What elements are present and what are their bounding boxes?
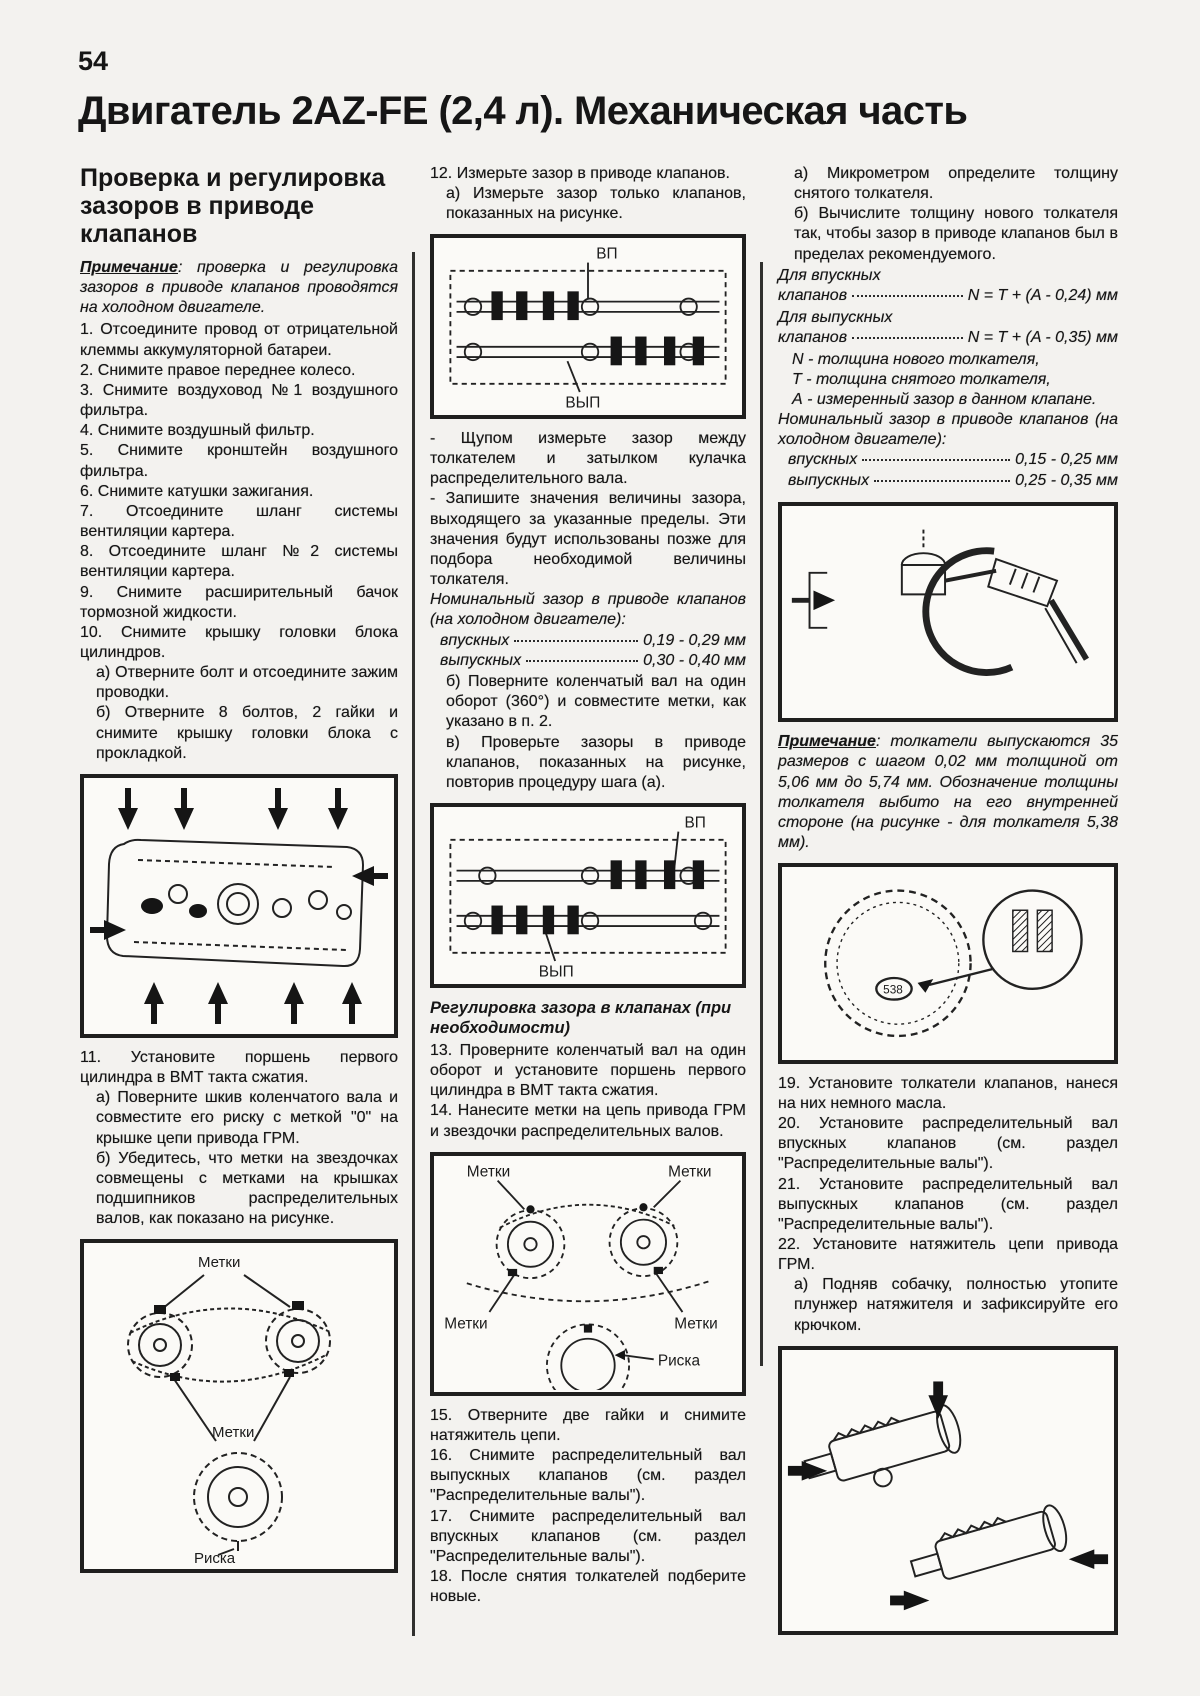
direction-arrow-icons: [788, 1381, 1108, 1610]
step-4: 4. Снимите воздушный фильтр.: [80, 422, 315, 440]
dot-leader: [852, 337, 963, 339]
figure-label-marks: Метки: [668, 1163, 712, 1181]
adjust-heading: Регулировка зазора в клапанах (при необходимости): [430, 998, 732, 1038]
step-12: 12. Измерьте зазор в приводе клапанов.: [430, 165, 730, 182]
valve-cover-drawing: [86, 780, 392, 1032]
step-21: 21. Установите распределительный вал выпускных клапанов (см. раздел "Распределительные валы").: [778, 1175, 1118, 1233]
step-18: 18. После снятия толкателей подберите новые.: [430, 1568, 746, 1606]
dot-leader: [874, 480, 1010, 482]
step-a-micrometer: а) Микрометром определите толщину снятого толкателя.: [794, 165, 1118, 203]
spec-label: выпускных: [440, 652, 522, 670]
spec-intake: [778, 450, 1118, 471]
figure-valve-cover: [80, 774, 398, 1038]
figure-chain-tensioner: [778, 1346, 1118, 1635]
dot-leader: [526, 660, 638, 662]
figure-label-marks-top: Метки: [198, 1254, 241, 1272]
spec-value: 0,19 - 0,29 мм: [643, 631, 746, 649]
step-22: 22. Установите натяжитель цепи привода ГРМ.: [778, 1235, 1118, 1274]
step-b-calculate: б) Вычислите толщину нового толкателя так, чтобы зазор в приводе клапанов был в пределах рекомендуемого.: [794, 205, 1118, 263]
spec-heading: Номинальный зазор в приводе клапанов (на холодном двигателе):: [778, 411, 1118, 449]
step-16: 16. Снимите распределительный вал выпускных клапанов (см. раздел "Распределительные валы").: [430, 1447, 746, 1505]
step-10: 10. Снимите крышку головки блока цилиндров.: [80, 623, 398, 661]
figure-label-tappet-mark: 538: [883, 983, 903, 997]
step-9: 9. Снимите расширительный бачок тормозной жидкости.: [80, 583, 398, 621]
measure-instruction-2: - Запишите значения величины зазора, выходящего за указанные пределы. Эти значения будут использованы позже для подбора необходимой величины толкателя.: [430, 490, 746, 589]
valve-layout-drawing-2: [436, 809, 740, 982]
step-20: 20. Установите распределительный вал впускных клапанов (см. раздел "Распределительные валы").: [778, 1115, 1118, 1173]
definition-t: Т - толщина снятого толкателя,: [792, 370, 1051, 388]
note-label: Примечание: [80, 259, 178, 276]
column-divider-left: [412, 252, 415, 1636]
note-label: Примечание: [778, 733, 876, 751]
step-2: 2. Снимите правое переднее колесо.: [80, 361, 356, 379]
formula-spec: [778, 328, 1118, 349]
step-12a: а) Измерьте зазор только клапанов, показанных на рисунке.: [446, 185, 746, 223]
figure-label-marks: Метки: [444, 1315, 488, 1333]
figure-label-marks-bottom: Метки: [212, 1424, 255, 1442]
figure-label-riska: Риска: [194, 1550, 236, 1568]
step-10b: б) Отверните 8 болтов, 2 гайки и снимите крышку головки блока с прокладкой.: [96, 704, 398, 762]
valve-layout-drawing-1: [436, 240, 740, 413]
spec-value: 0,15 - 0,25 мм: [1015, 451, 1118, 469]
formula-exhaust: [778, 308, 1118, 349]
right-column: [778, 164, 1118, 1645]
figure-timing-marks-middle: [430, 1152, 746, 1396]
step-13: 13. Проверните коленчатый вал на один оборот и установите поршень первого цилиндра в ВМТ такта сжатия.: [430, 1041, 746, 1100]
formula-value: N = T + (A - 0,35) мм: [967, 328, 1118, 346]
formula-label: клапанов: [778, 328, 848, 346]
spec-value: 0,30 - 0,40 мм: [643, 652, 746, 670]
middle-column: [430, 164, 746, 1607]
spec-label: впускных: [440, 631, 510, 649]
spec-heading: Номинальный зазор в приводе клапанов (на холодном двигателе):: [430, 591, 746, 629]
dot-leader: [852, 295, 963, 297]
formula-line: Для выпускных: [778, 308, 893, 326]
step-3: 3. Снимите воздуховод №1 воздушного фильтра.: [80, 381, 398, 420]
figure-valve-layout-1: [430, 234, 746, 419]
section-heading: Проверка и регулировка зазоров в приводе клапанов: [80, 164, 386, 248]
formula-intake: [778, 266, 1118, 307]
step-11b: б) Убедитесь, что метки на звездочках совмещены с метками на крышках подшипников распределительных валов, как показано на рисунке.: [96, 1149, 398, 1228]
timing-marks-drawing: [86, 1245, 392, 1567]
step-11: 11. Установите поршень первого цилиндра в ВМТ такта сжатия.: [80, 1048, 398, 1087]
step-1: 1. Отсоедините провод от отрицательной клеммы аккумуляторной батареи.: [80, 321, 398, 359]
figure-tappet-marking: [778, 863, 1118, 1064]
spec-value: 0,25 - 0,35 мм: [1015, 472, 1118, 490]
tappet-drawing: [784, 869, 1112, 1058]
measure-instruction-1: - Щупом измерьте зазор между толкателем и затылком кулачка распределительного вала.: [430, 430, 746, 488]
figure-label-vp: ВП: [596, 245, 618, 263]
formula-value: N = T + (A - 0,24) мм: [967, 286, 1118, 304]
note-text: : толкатели выпускаются 35 размеров с шагом 0,02 мм толщиной от 5,06 мм до 5,74 мм. Обозначение толщины толкателя выбито на его внутренней стороне (на рисунке - для толкателя 5,38 мм).: [778, 733, 1118, 852]
step-15: 15. Отверните две гайки и снимите натяжитель цепи.: [430, 1406, 746, 1444]
spec-intake: [430, 631, 746, 652]
note-paragraph: [778, 732, 1118, 853]
page-number: 54: [78, 46, 109, 76]
definition-a: А - измеренный зазор в данном клапане.: [792, 391, 1097, 408]
column-divider-right: [760, 262, 763, 1366]
page-title: Двигатель 2AZ-FE (2,4 л). Механическая часть: [78, 89, 968, 133]
figure-label-vyp: ВЫП: [565, 394, 601, 412]
formula-spec: [778, 286, 1118, 307]
figure-label-vyp: ВЫП: [538, 963, 574, 981]
step-5: 5. Снимите кронштейн воздушного фильтра.: [80, 442, 398, 480]
timing-marks-drawing-2: [436, 1158, 740, 1390]
figure-label-riska: Риска: [657, 1352, 701, 1370]
step-6: 6. Снимите катушки зажигания.: [80, 482, 314, 500]
dot-leader: [862, 459, 1010, 461]
step-10a: а) Отверните болт и отсоедините зажим проводки.: [96, 664, 398, 702]
step-11a: а) Поверните шкив коленчатого вала и совместите его риску с меткой "0" на крышке цепи привода ГРМ.: [96, 1089, 398, 1147]
figure-timing-marks-left: [80, 1239, 398, 1573]
micrometer-drawing: [784, 508, 1112, 716]
figure-label-vp: ВП: [684, 814, 706, 832]
definition-n: N - толщина нового толкателя,: [792, 350, 1040, 368]
figure-label-marks: Метки: [674, 1315, 718, 1333]
step-17: 17. Снимите распределительный вал впускных клапанов (см. раздел "Распределительные валы").: [430, 1507, 746, 1565]
figure-label-marks: Метки: [466, 1163, 511, 1181]
tensioner-drawing: [784, 1352, 1112, 1629]
formula-line: Для впускных: [778, 266, 881, 284]
formula-label: клапанов: [778, 286, 848, 304]
step-12b: б) Поверните коленчатый вал на один оборот (360°) и совместите метки, как указано в п. 2.: [446, 673, 746, 731]
spec-label: впускных: [788, 451, 858, 469]
left-column: [80, 164, 398, 1583]
step-22a: а) Подняв собачку, полностью утопите плунжер натяжителя и зафиксируйте его крючком.: [794, 1276, 1118, 1334]
figure-valve-layout-2: [430, 803, 746, 988]
note-text: : проверка и регулировка зазоров в приводе клапанов проводятся на холодном двигателе.: [80, 259, 398, 317]
spec-exhaust: [778, 471, 1118, 492]
figure-micrometer: [778, 502, 1118, 722]
spec-label: выпускных: [788, 472, 870, 490]
step-19: 19. Установите толкатели клапанов, нанеся на них немного масла.: [778, 1074, 1118, 1112]
spec-exhaust: [430, 651, 746, 672]
dot-leader: [514, 640, 638, 642]
step-14: 14. Нанесите метки на цепь привода ГРМ и звездочки распределительных валов.: [430, 1102, 746, 1140]
step-7: 7. Отсоедините шланг системы вентиляции картера.: [80, 502, 398, 541]
step-12v: в) Проверьте зазоры в приводе клапанов, показанных на рисунке, повторив процедуру шага (а).: [446, 733, 746, 791]
step-8: 8. Отсоедините шланг №2 системы вентиляции картера.: [80, 543, 398, 581]
note-paragraph: [80, 258, 398, 318]
